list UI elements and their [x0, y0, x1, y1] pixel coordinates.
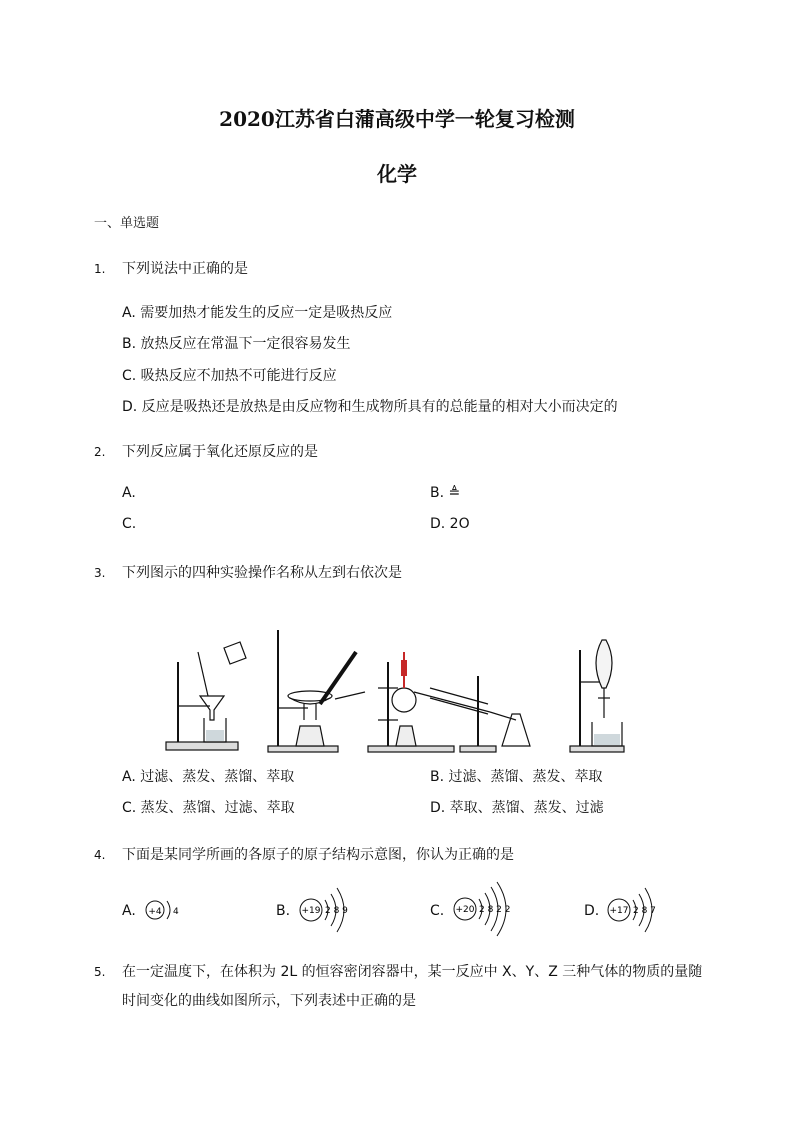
question-text: 下面是某同学所画的各原子的原子结构示意图，你认为正确的是 [122, 847, 514, 863]
question-5 [94, 961, 702, 981]
q3-option-c[interactable]: C. 蒸发、蒸馏、过滤、萃取 [122, 800, 295, 816]
q1-option-c[interactable]: C. 吸热反应不加热不可能进行反应 [122, 368, 337, 384]
q3-option-b[interactable]: B. 过滤、蒸馏、蒸发、萃取 [430, 769, 603, 785]
q4-option-b-label[interactable]: B. [276, 903, 291, 919]
exam-subject: 化学 [377, 162, 417, 186]
q2-option-b[interactable]: B. ≜ [430, 485, 461, 501]
question-number: 4. [94, 848, 106, 862]
question-number: 1. [94, 262, 106, 276]
question-4 [94, 844, 514, 864]
exam-title: 2020江苏省白蒲高级中学一轮复习检测 [219, 107, 575, 131]
question-number: 5. [94, 965, 106, 979]
nucleus-charge: +19 [301, 906, 321, 916]
q3-option-a[interactable]: A. 过滤、蒸发、蒸馏、萃取 [122, 769, 295, 785]
q4-option-c-atom-diagram [451, 880, 541, 938]
electron-shells: 4 [173, 907, 179, 917]
question-text-line-1: 在一定温度下，在体积为 2L 的恒容密闭容器中，某一反应中 X、Y、Z 三种气体的物质的量随 [122, 964, 703, 980]
question-number: 3. [94, 566, 106, 580]
question-text-line-2: 时间变化的曲线如图所示，下列表述中正确的是 [122, 993, 416, 1009]
question-text: 下列图示的四种实验操作名称从左到右依次是 [122, 565, 402, 581]
filtration-apparatus-icon [166, 642, 246, 750]
nucleus-charge: +17 [609, 906, 629, 916]
section-heading: 一、单选题 [94, 216, 160, 231]
q4-option-a-label[interactable]: A. [122, 903, 136, 919]
q2-option-a[interactable]: A. [122, 485, 136, 501]
evaporation-apparatus-icon [268, 630, 365, 752]
q2-option-c[interactable]: C. [122, 516, 137, 532]
electron-shells: 2 8 2 2 [479, 905, 511, 915]
lab-apparatus-figure [160, 622, 630, 758]
electron-shells: 2 8 9 [325, 906, 348, 916]
q1-option-b[interactable]: B. 放热反应在常温下一定很容易发生 [122, 336, 351, 352]
q3-option-d[interactable]: D. 萃取、蒸馏、蒸发、过滤 [430, 800, 604, 816]
q4-option-a-atom-diagram [143, 893, 203, 929]
nucleus-charge: +20 [455, 905, 475, 915]
q1-option-d[interactable]: D. 反应是吸热还是放热是由反应物和生成物所具有的总能量的相对大小而决定的 [122, 399, 618, 415]
q1-option-a[interactable]: A. 需要加热才能发生的反应一定是吸热反应 [122, 305, 393, 321]
distillation-apparatus-icon [368, 652, 530, 752]
question-1 [94, 258, 248, 278]
question-3 [94, 562, 402, 582]
q4-option-b-atom-diagram [297, 884, 377, 936]
question-number: 2. [94, 445, 106, 459]
question-text: 下列反应属于氧化还原反应的是 [122, 444, 318, 460]
q4-option-d-label[interactable]: D. [584, 903, 600, 919]
q2-option-d[interactable]: D. 2O [430, 516, 470, 532]
question-2 [94, 441, 318, 461]
electron-shells: 2 8 7 [633, 906, 656, 916]
separatory-funnel-icon [570, 640, 624, 752]
q4-option-c-label[interactable]: C. [430, 903, 445, 919]
nucleus-charge: +4 [148, 907, 162, 917]
q4-option-d-atom-diagram [605, 884, 685, 936]
question-text: 下列说法中正确的是 [122, 261, 248, 277]
